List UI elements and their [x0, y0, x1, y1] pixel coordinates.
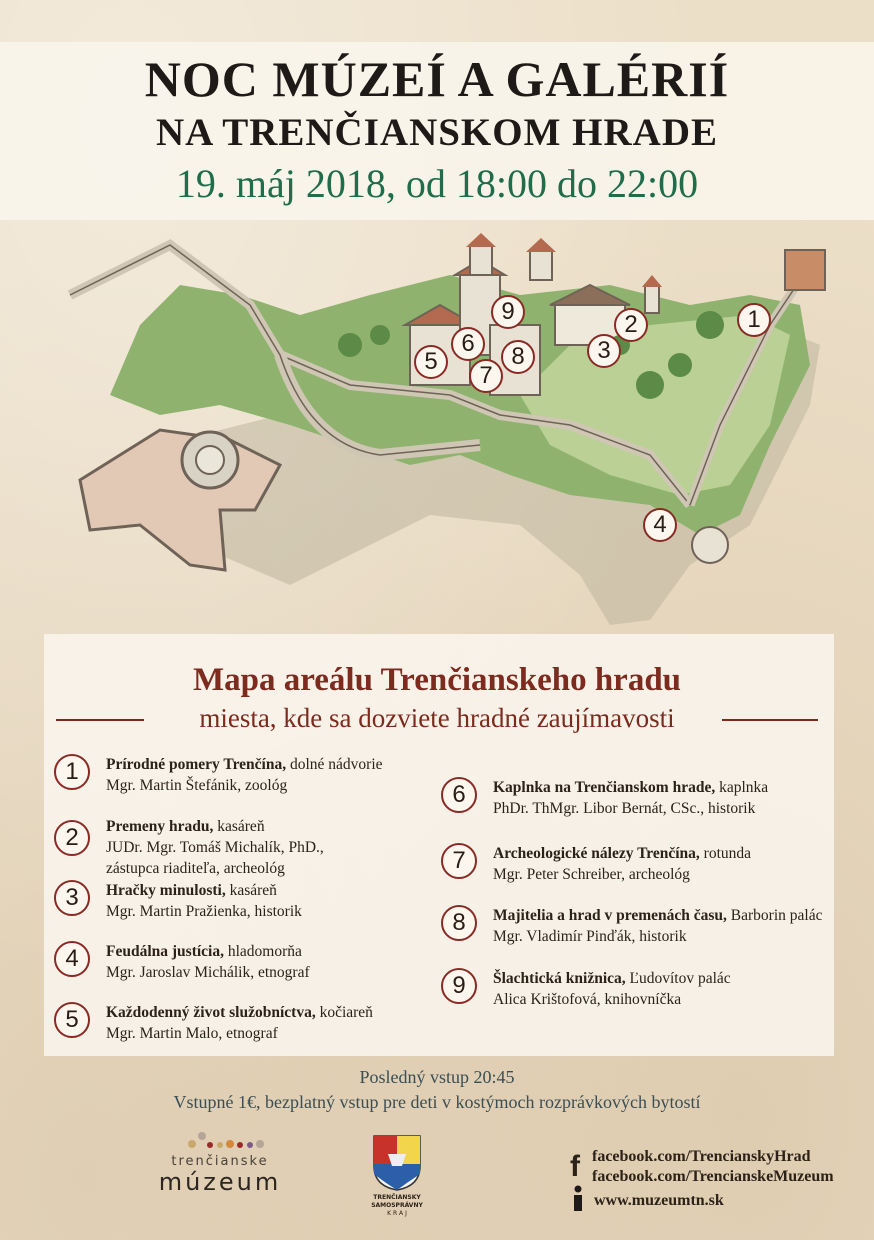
legend-item-name: Premeny hradu, — [106, 818, 214, 835]
legend-number: 7 — [441, 843, 477, 879]
crest-shield-icon — [368, 1134, 426, 1192]
event-date: 19. máj 2018, od 18:00 do 22:00 — [175, 161, 699, 206]
map-pin-9: 9 — [491, 295, 525, 329]
legend-item-name: Každodenný život služobníctva, — [106, 1004, 316, 1021]
legend-item-person: Mgr. Martin Pražienka, historik — [106, 903, 302, 920]
page-subtitle: NA TRENČIANSKOM HRADE — [155, 111, 718, 154]
legend-number: 9 — [441, 968, 477, 1004]
legend-item-place: kočiareň — [315, 1004, 373, 1021]
map-pin-3: 3 — [587, 334, 621, 368]
legend-item-person-role: zástupca riaditeľa, archeológ — [106, 860, 285, 877]
region-crest-logo — [368, 1134, 426, 1224]
legend-item-person: Mgr. Martin Malo, etnograf — [106, 1025, 278, 1042]
legend-number: 1 — [54, 754, 90, 790]
social-links — [568, 1148, 834, 1188]
legend-item-name: Šlachtická knižnica, — [493, 970, 626, 987]
crest-text-line1: TRENČIANSKY — [373, 1194, 421, 1201]
legend-number: 2 — [54, 820, 90, 856]
map-pin-1: 1 — [737, 303, 771, 337]
museum-logo-bottom: múzeum — [158, 1168, 282, 1196]
legend-subtitle: miesta, kde sa dozviete hradné zaujímavosti — [199, 703, 675, 733]
facebook-icon: f — [570, 1150, 580, 1183]
legend-item-place: Ľudovítov palác — [625, 970, 731, 987]
castle-map-illustration — [50, 225, 850, 625]
legend-title: Mapa areálu Trenčianskeho hradu — [192, 662, 682, 698]
legend-item-person: Mgr. Jaroslav Michálik, etnograf — [106, 964, 310, 981]
map-pin-6: 6 — [451, 327, 485, 361]
map-pin-2: 2 — [614, 308, 648, 342]
museum-logo — [140, 1130, 300, 1200]
legend-item-person: JUDr. Mgr. Tomáš Michalík, PhD., — [106, 839, 324, 856]
legend-number: 5 — [54, 1002, 90, 1038]
divider-right — [722, 719, 818, 721]
crest-text-line2: SAMOSPRÁVNY — [371, 1202, 423, 1209]
legend-item-name: Feudálna justícia, — [106, 943, 224, 960]
legend-item-place: kasáreň — [225, 882, 277, 899]
legend-number: 8 — [441, 905, 477, 941]
legend-item-place: kaplnka — [715, 779, 769, 796]
map-pin-5: 5 — [414, 345, 448, 379]
website-link[interactable] — [594, 1192, 724, 1210]
legend-item-person: Alica Krištofová, knihovníčka — [493, 991, 682, 1008]
legend-item-place: Barborin palác — [726, 907, 823, 924]
legend-item-person: Mgr. Martin Štefánik, zoológ — [106, 777, 288, 794]
museum-logo-top: trenčianske — [171, 1154, 269, 1169]
legend-item-name: Hračky minulosti, — [106, 882, 226, 899]
crest-text-line3: K R A J — [387, 1210, 407, 1217]
legend-item-person: Mgr. Vladimír Pinďák, historik — [493, 928, 687, 945]
website-link-text: www.muzeumtn.sk — [594, 1192, 724, 1209]
page-title: NOC MÚZEÍ A GALÉRIÍ — [144, 51, 730, 107]
legend-item-name: Archeologické nálezy Trenčína, — [493, 845, 700, 862]
map-pin-4: 4 — [643, 508, 677, 542]
map-pin-8: 8 — [501, 340, 535, 374]
legend-item-name: Kaplnka na Trenčianskom hrade, — [493, 779, 716, 796]
legend-item-place: dolné nádvorie — [286, 756, 383, 773]
legend-item-name: Prírodné pomery Trenčína, — [106, 756, 287, 773]
facebook-link-2[interactable]: facebook.com/TrencianskeMuzeum — [592, 1168, 834, 1185]
divider-left — [56, 719, 144, 721]
legend-item-place: rotunda — [699, 845, 752, 862]
legend-number: 4 — [54, 941, 90, 977]
legend-item-place: kasáreň — [213, 818, 265, 835]
legend-item-name: Majitelia a hrad v premenách času, — [493, 907, 727, 924]
legend-item-person: Mgr. Peter Schreiber, archeológ — [493, 866, 690, 883]
legend-item-place: hladomorňa — [223, 943, 302, 960]
legend-number: 6 — [441, 777, 477, 813]
map-pin-7: 7 — [469, 359, 503, 393]
facebook-link-1[interactable]: facebook.com/TrencianskyHrad — [592, 1148, 811, 1165]
legend-item-person: PhDr. ThMgr. Libor Bernát, CSc., historik — [493, 800, 756, 817]
legend-number: 3 — [54, 880, 90, 916]
admission-text: Vstupné 1€, bezplatný vstup pre deti v kostýmoch rozprávkových bytostí — [173, 1092, 701, 1112]
info-icon — [572, 1185, 584, 1213]
last-entry-text: Posledný vstup 20:45 — [359, 1067, 515, 1087]
